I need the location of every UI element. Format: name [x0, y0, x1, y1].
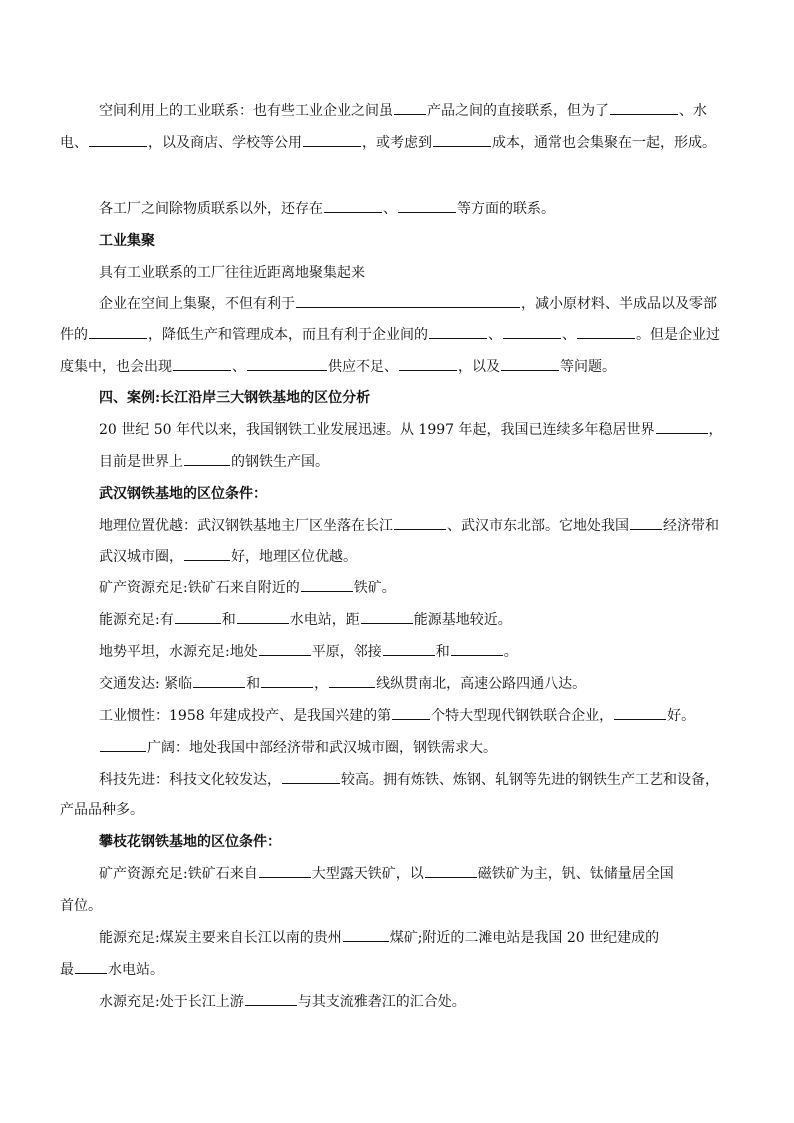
text: 交通发达: 紧临	[99, 676, 193, 692]
fill-blank[interactable]	[399, 357, 457, 371]
fill-blank[interactable]	[259, 864, 311, 878]
text: 地理位置优越：武汉钢铁基地主厂区坐落在长江	[99, 518, 393, 534]
text: 能源充足:煤炭主要来自长江以南的贵州	[99, 930, 342, 946]
fill-blank[interactable]	[398, 199, 456, 213]
fill-blank[interactable]	[343, 928, 389, 942]
text: 、武汉市东北部。它地处我国	[447, 518, 629, 534]
fill-blank[interactable]	[451, 642, 503, 656]
fill-blank[interactable]	[577, 325, 635, 339]
text: 、	[232, 359, 246, 375]
text: 磁铁矿为主，钒、钛储量居全国	[477, 866, 674, 882]
fill-blank[interactable]	[614, 706, 666, 720]
paragraph-line	[99, 674, 586, 694]
paragraph-line	[60, 325, 720, 345]
paragraph-line	[99, 738, 497, 758]
paragraph-line: 产品品种多。	[60, 802, 144, 818]
fill-blank[interactable]	[429, 325, 487, 339]
paragraph-line	[99, 928, 659, 948]
paragraph-line	[99, 547, 357, 567]
text: ，	[314, 676, 329, 692]
text: 水电站，距	[289, 612, 360, 628]
fill-blank[interactable]	[184, 547, 230, 561]
text: 个特大型现代钢铁联合企业，	[431, 708, 614, 724]
fill-blank[interactable]	[394, 101, 426, 115]
text: 。	[503, 644, 518, 660]
fill-blank[interactable]	[89, 133, 147, 147]
text: 工业惯性：1958 年建成投产、是我国兴建的第	[99, 708, 392, 724]
paragraph-line	[99, 294, 717, 314]
fill-blank[interactable]	[296, 294, 520, 308]
fill-blank[interactable]	[503, 325, 561, 339]
paragraph-line	[99, 578, 396, 598]
text: 大型露天铁矿，以	[311, 866, 424, 882]
text: 好。	[667, 708, 696, 724]
paragraph-line	[99, 452, 329, 472]
paragraph-line	[99, 516, 719, 536]
fill-blank[interactable]	[100, 738, 146, 752]
text: 目前是世界上	[99, 454, 183, 470]
text: 和	[435, 644, 450, 660]
fill-blank[interactable]	[75, 960, 107, 974]
text: 广阔：地处我国中部经济带和武汉城市圈，钢铁需求大。	[147, 740, 497, 756]
heading-panzhihua: 攀枝花钢铁基地的区位条件：	[99, 834, 281, 850]
text: 科技先进：科技文化较发达，	[99, 772, 281, 788]
paragraph-line	[99, 706, 695, 726]
text: 平原，邻接	[311, 644, 382, 660]
paragraph-nonmaterial-link	[99, 199, 555, 219]
fill-blank[interactable]	[501, 357, 559, 371]
fill-blank[interactable]	[261, 674, 313, 688]
fill-blank[interactable]	[329, 674, 375, 688]
fill-blank[interactable]	[173, 357, 231, 371]
text: 和	[246, 676, 261, 692]
fill-blank[interactable]	[193, 674, 245, 688]
text: 件的	[60, 327, 88, 343]
fill-blank[interactable]	[301, 578, 353, 592]
text: 武汉城市圈，	[99, 549, 183, 565]
text: 最	[60, 962, 74, 978]
fill-blank[interactable]	[184, 452, 230, 466]
paragraph-line	[60, 960, 164, 980]
fill-blank[interactable]	[361, 610, 413, 624]
heading-industrial-cluster: 工业集聚	[99, 233, 155, 249]
text: 。但是企业过	[636, 327, 720, 343]
text: 产品之间的直接联系，但为了	[427, 103, 609, 119]
text: 煤矿;附近的二滩电站是我国 20 世纪建成的	[389, 930, 660, 946]
fill-blank[interactable]	[394, 516, 446, 530]
text: ，以及	[458, 359, 500, 375]
fill-blank[interactable]	[89, 325, 147, 339]
fill-blank[interactable]	[247, 357, 327, 371]
paragraph-line: 首位。	[60, 898, 102, 914]
text: 供应不足、	[328, 359, 398, 375]
fill-blank[interactable]	[425, 864, 477, 878]
heading-case-study: 四、案例:长江沿岸三大钢铁基地的区位分析	[99, 390, 371, 406]
text: 矿产资源充足:铁矿石来自附近的	[99, 580, 300, 596]
fill-blank[interactable]	[282, 770, 340, 784]
fill-blank[interactable]	[245, 992, 297, 1006]
text: 和	[221, 612, 236, 628]
text: 、水	[679, 103, 707, 119]
paragraph-line: 具有工业联系的工厂往往近距离地聚集起来	[99, 265, 365, 281]
text: 经济带和	[663, 518, 719, 534]
text: ，以及商店、学校等公用	[148, 135, 302, 151]
fill-blank[interactable]	[610, 101, 678, 115]
text: 矿产资源充足:铁矿石来自	[99, 866, 258, 882]
text: 空间利用上的工业联系：也有些工业企业之间虽	[99, 103, 393, 119]
text: 、	[562, 327, 576, 343]
text: 好，地理区位优越。	[231, 549, 357, 565]
fill-blank[interactable]	[630, 516, 662, 530]
text: 度集中，也会出现	[60, 359, 172, 375]
paragraph-line	[99, 992, 466, 1012]
fill-blank[interactable]	[175, 610, 221, 624]
fill-blank[interactable]	[392, 706, 430, 720]
text: ，	[708, 422, 723, 438]
text: 地势平坦，水源充足:地处	[99, 644, 258, 660]
text: 能源基地较近。	[413, 612, 512, 628]
heading-wuhan: 武汉钢铁基地的区位条件：	[99, 486, 267, 502]
paragraph-line	[60, 133, 716, 153]
text: 铁矿。	[353, 580, 396, 596]
text: 等问题。	[560, 359, 616, 375]
fill-blank[interactable]	[656, 420, 708, 434]
text: 、	[383, 201, 397, 217]
fill-blank[interactable]	[433, 133, 491, 147]
paragraph-line	[60, 357, 616, 377]
text: 水电站。	[108, 962, 164, 978]
text: ，或考虑到	[362, 135, 432, 151]
text: 电、	[60, 135, 88, 151]
paragraph-line	[99, 770, 719, 790]
text: 、	[488, 327, 502, 343]
fill-blank[interactable]	[303, 133, 361, 147]
paragraph-line	[99, 864, 674, 884]
text: 较高。拥有炼铁、炼钢、轧钢等先进的钢铁生产工艺和设备，	[341, 772, 719, 788]
paragraph-line	[99, 610, 512, 630]
fill-blank[interactable]	[237, 610, 289, 624]
paragraph-line	[99, 420, 723, 440]
text: 与其支流雅砻江的汇合处。	[297, 994, 466, 1010]
text: 线纵贯南北，高速公路四通八达。	[376, 676, 587, 692]
text: ，降低生产和管理成本，而且有利于企业间的	[148, 327, 428, 343]
text: 各工厂之间除物质联系以外，还存在	[99, 201, 323, 217]
fill-blank[interactable]	[259, 642, 311, 656]
text: 的钢铁生产国。	[231, 454, 329, 470]
text: 企业在空间上集聚，不但有利于	[99, 296, 295, 312]
paragraph-spatial-link	[99, 101, 707, 121]
text: 成本，通常也会集聚在一起，形成。	[492, 135, 716, 151]
text: 20 世纪 50 年代以来，我国钢铁工业发展迅速。从 1997 年起，我国已连续多年稳居世界	[99, 422, 655, 438]
fill-blank[interactable]	[383, 642, 435, 656]
paragraph-line	[99, 642, 518, 662]
text: 等方面的联系。	[457, 201, 555, 217]
text: 能源充足:有	[99, 612, 174, 628]
fill-blank[interactable]	[324, 199, 382, 213]
text: ，减小原材料、半成品以及零部	[521, 296, 717, 312]
text: 水源充足:处于长江上游	[99, 994, 244, 1010]
